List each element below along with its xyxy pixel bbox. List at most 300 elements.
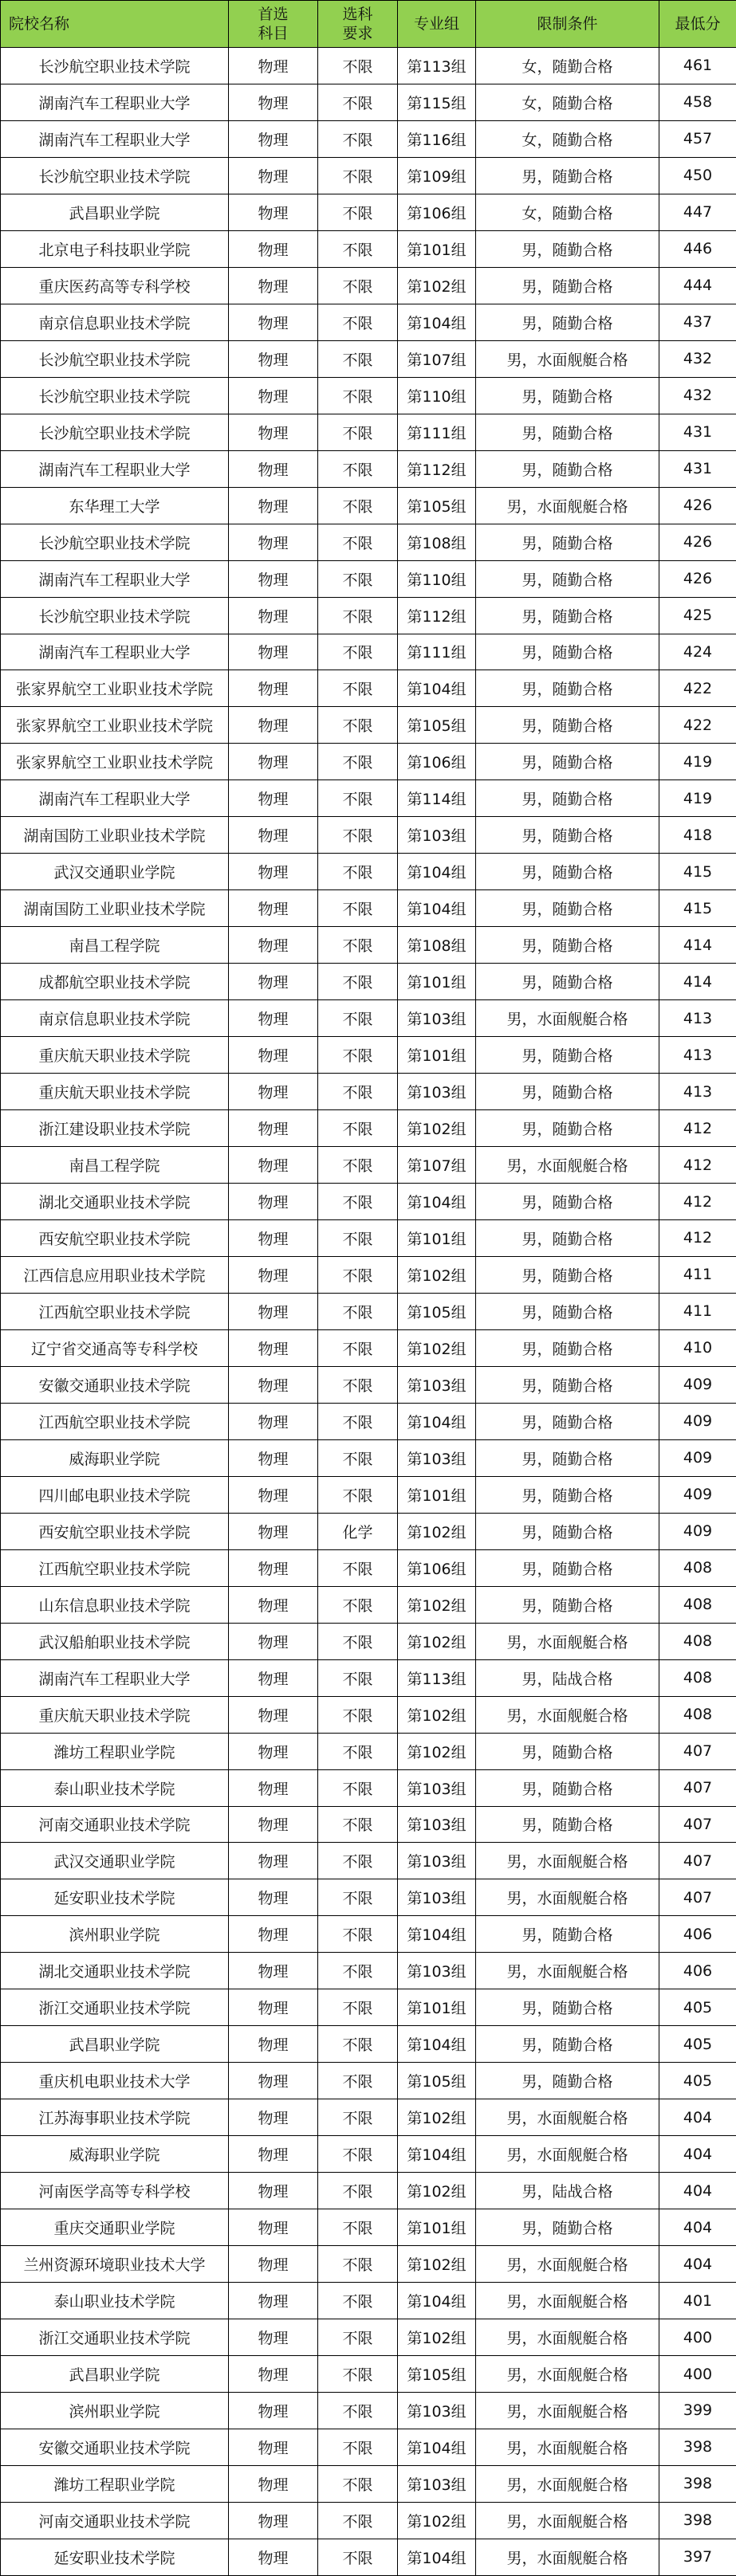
elective-cell: 不限 [318, 1989, 398, 2026]
restriction-cell: 男，随勤合格 [476, 854, 659, 890]
min-score-cell: 426 [659, 560, 736, 597]
elective-cell: 不限 [318, 1916, 398, 1953]
first-subject-cell: 物理 [229, 304, 318, 340]
table-row [1, 1953, 736, 1989]
group-cell: 第103组 [398, 1074, 476, 1110]
group-cell: 第103组 [398, 2465, 476, 2502]
min-score-cell: 404 [659, 2136, 736, 2173]
min-score-cell: 407 [659, 1733, 736, 1769]
group-cell: 第115组 [398, 84, 476, 120]
school-cell: 湖南汽车工程职业大学 [1, 450, 229, 487]
min-score-cell: 409 [659, 1476, 736, 1513]
elective-cell: 不限 [318, 1366, 398, 1403]
group-cell: 第102组 [398, 1623, 476, 1659]
school-cell: 四川邮电职业技术学院 [1, 1476, 229, 1513]
table-row [1, 1037, 736, 1074]
elective-cell: 不限 [318, 1074, 398, 1110]
first-subject-cell: 物理 [229, 1110, 318, 1147]
header-min-score: 最低分 [659, 1, 736, 48]
restriction-cell: 男，随勤合格 [476, 2063, 659, 2099]
first-subject-cell: 物理 [229, 2173, 318, 2209]
school-cell: 武汉交通职业学院 [1, 1843, 229, 1879]
elective-cell: 不限 [318, 524, 398, 560]
first-subject-cell: 物理 [229, 927, 318, 964]
restriction-cell: 男，随勤合格 [476, 1256, 659, 1293]
table-row [1, 560, 736, 597]
group-cell: 第102组 [398, 1513, 476, 1549]
table-row [1, 964, 736, 1000]
elective-cell: 不限 [318, 230, 398, 267]
min-score-cell: 415 [659, 890, 736, 927]
min-score-cell: 408 [659, 1549, 736, 1586]
school-cell: 潍坊工程职业学院 [1, 2465, 229, 2502]
first-subject-cell: 物理 [229, 1256, 318, 1293]
min-score-cell: 415 [659, 854, 736, 890]
min-score-cell: 426 [659, 524, 736, 560]
group-cell: 第104组 [398, 670, 476, 707]
min-score-cell: 405 [659, 2063, 736, 2099]
restriction-cell: 男，随勤合格 [476, 1549, 659, 1586]
min-score-cell: 407 [659, 1843, 736, 1879]
restriction-cell: 男，水面舰艇合格 [476, 1696, 659, 1733]
group-cell: 第104组 [398, 1403, 476, 1439]
first-subject-cell: 物理 [229, 2502, 318, 2539]
table-row [1, 1733, 736, 1769]
elective-cell: 不限 [318, 1037, 398, 1074]
restriction-cell: 男，水面舰艇合格 [476, 1000, 659, 1037]
group-cell: 第112组 [398, 450, 476, 487]
first-subject-cell: 物理 [229, 2246, 318, 2283]
first-subject-cell: 物理 [229, 1074, 318, 1110]
elective-cell: 不限 [318, 2283, 398, 2319]
restriction-cell: 女，随勤合格 [476, 194, 659, 230]
min-score-cell: 412 [659, 1147, 736, 1184]
school-cell: 滨州职业学院 [1, 1916, 229, 1953]
elective-cell: 不限 [318, 1329, 398, 1366]
elective-cell: 不限 [318, 1549, 398, 1586]
table-row [1, 340, 736, 377]
school-cell: 河南交通职业技术学院 [1, 1806, 229, 1843]
school-cell: 南京信息职业技术学院 [1, 304, 229, 340]
elective-cell: 不限 [318, 2356, 398, 2393]
elective-cell: 不限 [318, 560, 398, 597]
restriction-cell: 男，随勤合格 [476, 817, 659, 854]
table-row [1, 2465, 736, 2502]
restriction-cell: 男，随勤合格 [476, 1989, 659, 2026]
school-cell: 潍坊工程职业学院 [1, 1733, 229, 1769]
school-cell: 重庆航天职业技术学院 [1, 1074, 229, 1110]
min-score-cell: 412 [659, 1220, 736, 1257]
group-cell: 第103组 [398, 1439, 476, 1476]
table-row [1, 1476, 736, 1513]
first-subject-cell: 物理 [229, 340, 318, 377]
first-subject-cell: 物理 [229, 1806, 318, 1843]
table-header [1, 1, 736, 48]
min-score-cell: 450 [659, 157, 736, 194]
elective-cell: 不限 [318, 1403, 398, 1439]
min-score-cell: 405 [659, 1989, 736, 2026]
elective-cell: 不限 [318, 1586, 398, 1623]
first-subject-cell: 物理 [229, 2465, 318, 2502]
restriction-cell: 男，随勤合格 [476, 1329, 659, 1366]
elective-cell: 不限 [318, 1696, 398, 1733]
header-restriction: 限制条件 [476, 1, 659, 48]
group-cell: 第112组 [398, 597, 476, 634]
group-cell: 第107组 [398, 340, 476, 377]
restriction-cell: 男，水面舰艇合格 [476, 2502, 659, 2539]
elective-cell: 不限 [318, 120, 398, 157]
min-score-cell: 398 [659, 2465, 736, 2502]
min-score-cell: 411 [659, 1293, 736, 1329]
min-score-cell: 411 [659, 1256, 736, 1293]
table-row [1, 1769, 736, 1806]
school-cell: 威海职业学院 [1, 2136, 229, 2173]
table-row [1, 2393, 736, 2429]
group-cell: 第102组 [398, 2173, 476, 2209]
restriction-cell: 女，随勤合格 [476, 120, 659, 157]
school-cell: 武汉交通职业学院 [1, 854, 229, 890]
table-row [1, 927, 736, 964]
restriction-cell: 男，水面舰艇合格 [476, 1147, 659, 1184]
school-cell: 威海职业学院 [1, 1439, 229, 1476]
table-row [1, 670, 736, 707]
first-subject-cell: 物理 [229, 890, 318, 927]
elective-cell: 不限 [318, 84, 398, 120]
school-cell: 成都航空职业技术学院 [1, 964, 229, 1000]
first-subject-cell: 物理 [229, 1623, 318, 1659]
table-row [1, 1366, 736, 1403]
elective-cell: 化学 [318, 1513, 398, 1549]
group-cell: 第102组 [398, 2502, 476, 2539]
restriction-cell: 男，随勤合格 [476, 744, 659, 780]
first-subject-cell: 物理 [229, 1403, 318, 1439]
min-score-cell: 397 [659, 2539, 736, 2575]
group-cell: 第101组 [398, 230, 476, 267]
group-cell: 第111组 [398, 634, 476, 670]
first-subject-cell: 物理 [229, 1366, 318, 1403]
table-row [1, 597, 736, 634]
group-cell: 第104组 [398, 854, 476, 890]
table-body [1, 48, 736, 2576]
elective-cell: 不限 [318, 817, 398, 854]
first-subject-cell: 物理 [229, 1879, 318, 1916]
restriction-cell: 男，水面舰艇合格 [476, 340, 659, 377]
table-row [1, 1439, 736, 1476]
first-subject-cell: 物理 [229, 597, 318, 634]
school-cell: 武昌职业学院 [1, 2356, 229, 2393]
table-row [1, 2136, 736, 2173]
restriction-cell: 男，随勤合格 [476, 1037, 659, 1074]
group-cell: 第103组 [398, 1806, 476, 1843]
first-subject-cell: 物理 [229, 487, 318, 524]
group-cell: 第102组 [398, 1733, 476, 1769]
restriction-cell: 男，随勤合格 [476, 1220, 659, 1257]
school-cell: 西安航空职业技术学院 [1, 1513, 229, 1549]
elective-cell: 不限 [318, 2393, 398, 2429]
first-subject-cell: 物理 [229, 1549, 318, 1586]
group-cell: 第102组 [398, 267, 476, 304]
restriction-cell: 男，水面舰艇合格 [476, 2319, 659, 2356]
first-subject-cell: 物理 [229, 2026, 318, 2063]
table-row [1, 1220, 736, 1257]
elective-cell: 不限 [318, 157, 398, 194]
elective-cell: 不限 [318, 1879, 398, 1916]
school-cell: 湖南汽车工程职业大学 [1, 634, 229, 670]
elective-cell: 不限 [318, 707, 398, 744]
school-cell: 泰山职业技术学院 [1, 1769, 229, 1806]
restriction-cell: 男，随勤合格 [476, 670, 659, 707]
first-subject-cell: 物理 [229, 1329, 318, 1366]
min-score-cell: 431 [659, 414, 736, 450]
group-cell: 第104组 [398, 1916, 476, 1953]
restriction-cell: 男，随勤合格 [476, 1513, 659, 1549]
table-row [1, 780, 736, 817]
first-subject-cell: 物理 [229, 2356, 318, 2393]
table-row [1, 524, 736, 560]
restriction-cell: 男，水面舰艇合格 [476, 2283, 659, 2319]
first-subject-cell: 物理 [229, 1513, 318, 1549]
group-cell: 第102组 [398, 1329, 476, 1366]
first-subject-cell: 物理 [229, 1659, 318, 1696]
header-school: 院校名称 [1, 1, 229, 48]
table-row [1, 2356, 736, 2393]
first-subject-cell: 物理 [229, 1147, 318, 1184]
elective-cell: 不限 [318, 1110, 398, 1147]
school-cell: 湖南国防工业职业技术学院 [1, 817, 229, 854]
first-subject-cell: 物理 [229, 48, 318, 84]
school-cell: 湖南汽车工程职业大学 [1, 780, 229, 817]
table-row [1, 1843, 736, 1879]
elective-cell: 不限 [318, 634, 398, 670]
table-row [1, 2319, 736, 2356]
table-row [1, 304, 736, 340]
min-score-cell: 426 [659, 487, 736, 524]
min-score-cell: 447 [659, 194, 736, 230]
min-score-cell: 404 [659, 2173, 736, 2209]
school-cell: 张家界航空工业职业技术学院 [1, 744, 229, 780]
table-row [1, 1184, 736, 1220]
group-cell: 第110组 [398, 560, 476, 597]
restriction-cell: 女，随勤合格 [476, 84, 659, 120]
table-row [1, 1074, 736, 1110]
group-cell: 第103组 [398, 1953, 476, 1989]
min-score-cell: 425 [659, 597, 736, 634]
restriction-cell: 男，随勤合格 [476, 1806, 659, 1843]
group-cell: 第103组 [398, 1843, 476, 1879]
table-row [1, 414, 736, 450]
restriction-cell: 男，随勤合格 [476, 2209, 659, 2246]
min-score-cell: 437 [659, 304, 736, 340]
table-row [1, 1147, 736, 1184]
table-row [1, 1879, 736, 1916]
school-cell: 安徽交通职业技术学院 [1, 1366, 229, 1403]
table-row [1, 2026, 736, 2063]
school-cell: 湖南汽车工程职业大学 [1, 560, 229, 597]
table-row [1, 1623, 736, 1659]
school-cell: 张家界航空工业职业技术学院 [1, 670, 229, 707]
min-score-cell: 414 [659, 927, 736, 964]
restriction-cell: 男，随勤合格 [476, 267, 659, 304]
table-row [1, 1110, 736, 1147]
school-cell: 浙江交通职业技术学院 [1, 1989, 229, 2026]
restriction-cell: 男，随勤合格 [476, 634, 659, 670]
elective-cell: 不限 [318, 927, 398, 964]
group-cell: 第111组 [398, 414, 476, 450]
group-cell: 第104组 [398, 1184, 476, 1220]
first-subject-cell: 物理 [229, 707, 318, 744]
first-subject-cell: 物理 [229, 2283, 318, 2319]
first-subject-cell: 物理 [229, 2429, 318, 2465]
group-cell: 第104组 [398, 304, 476, 340]
school-cell: 河南医学高等专科学校 [1, 2173, 229, 2209]
group-cell: 第102组 [398, 2246, 476, 2283]
restriction-cell: 男，水面舰艇合格 [476, 2429, 659, 2465]
elective-cell: 不限 [318, 304, 398, 340]
elective-cell: 不限 [318, 1769, 398, 1806]
min-score-cell: 432 [659, 377, 736, 414]
first-subject-cell: 物理 [229, 1293, 318, 1329]
group-cell: 第104组 [398, 2539, 476, 2575]
min-score-cell: 399 [659, 2393, 736, 2429]
header-elective: 选科 要求 [318, 1, 398, 48]
restriction-cell: 男，随勤合格 [476, 157, 659, 194]
group-cell: 第108组 [398, 927, 476, 964]
first-subject-cell: 物理 [229, 780, 318, 817]
group-cell: 第102组 [398, 2099, 476, 2136]
elective-cell: 不限 [318, 2173, 398, 2209]
min-score-cell: 409 [659, 1439, 736, 1476]
school-cell: 长沙航空职业技术学院 [1, 414, 229, 450]
group-cell: 第103组 [398, 1000, 476, 1037]
table-row [1, 84, 736, 120]
restriction-cell: 女，随勤合格 [476, 48, 659, 84]
min-score-cell: 408 [659, 1586, 736, 1623]
table-row [1, 1256, 736, 1293]
min-score-cell: 413 [659, 1000, 736, 1037]
school-cell: 重庆交通职业学院 [1, 2209, 229, 2246]
first-subject-cell: 物理 [229, 1220, 318, 1257]
min-score-cell: 406 [659, 1953, 736, 1989]
school-cell: 江西航空职业技术学院 [1, 1293, 229, 1329]
header-first-subject: 首选 科目 [229, 1, 318, 48]
elective-cell: 不限 [318, 487, 398, 524]
elective-cell: 不限 [318, 597, 398, 634]
min-score-cell: 419 [659, 744, 736, 780]
min-score-cell: 461 [659, 48, 736, 84]
school-cell: 东华理工大学 [1, 487, 229, 524]
min-score-cell: 406 [659, 1916, 736, 1953]
table-row [1, 2539, 736, 2575]
table-row [1, 1989, 736, 2026]
restriction-cell: 男，随勤合格 [476, 707, 659, 744]
elective-cell: 不限 [318, 1843, 398, 1879]
first-subject-cell: 物理 [229, 524, 318, 560]
restriction-cell: 男，水面舰艇合格 [476, 2356, 659, 2393]
group-cell: 第101组 [398, 1989, 476, 2026]
school-cell: 西安航空职业技术学院 [1, 1220, 229, 1257]
first-subject-cell: 物理 [229, 2209, 318, 2246]
school-cell: 武汉船舶职业技术学院 [1, 1623, 229, 1659]
school-cell: 湖北交通职业技术学院 [1, 1953, 229, 1989]
first-subject-cell: 物理 [229, 157, 318, 194]
elective-cell: 不限 [318, 267, 398, 304]
min-score-cell: 398 [659, 2502, 736, 2539]
elective-cell: 不限 [318, 1256, 398, 1293]
elective-cell: 不限 [318, 2539, 398, 2575]
restriction-cell: 男，随勤合格 [476, 2026, 659, 2063]
school-cell: 重庆医药高等专科学校 [1, 267, 229, 304]
school-cell: 南昌工程学院 [1, 927, 229, 964]
group-cell: 第114组 [398, 780, 476, 817]
first-subject-cell: 物理 [229, 1000, 318, 1037]
restriction-cell: 男，水面舰艇合格 [476, 2465, 659, 2502]
first-subject-cell: 物理 [229, 1696, 318, 1733]
first-subject-cell: 物理 [229, 2539, 318, 2575]
min-score-cell: 398 [659, 2429, 736, 2465]
school-cell: 湖南国防工业职业技术学院 [1, 890, 229, 927]
elective-cell: 不限 [318, 1953, 398, 1989]
restriction-cell: 男，随勤合格 [476, 1184, 659, 1220]
group-cell: 第103组 [398, 1769, 476, 1806]
restriction-cell: 男，随勤合格 [476, 304, 659, 340]
restriction-cell: 男，随勤合格 [476, 1586, 659, 1623]
group-cell: 第103组 [398, 1879, 476, 1916]
min-score-cell: 409 [659, 1366, 736, 1403]
elective-cell: 不限 [318, 1220, 398, 1257]
first-subject-cell: 物理 [229, 1916, 318, 1953]
restriction-cell: 男，随勤合格 [476, 524, 659, 560]
school-cell: 武昌职业学院 [1, 2026, 229, 2063]
school-cell: 长沙航空职业技术学院 [1, 597, 229, 634]
table-row [1, 2173, 736, 2209]
restriction-cell: 男，随勤合格 [476, 450, 659, 487]
table-row [1, 1916, 736, 1953]
school-cell: 河南交通职业技术学院 [1, 2502, 229, 2539]
restriction-cell: 男，随勤合格 [476, 890, 659, 927]
elective-cell: 不限 [318, 1476, 398, 1513]
first-subject-cell: 物理 [229, 450, 318, 487]
min-score-cell: 412 [659, 1110, 736, 1147]
elective-cell: 不限 [318, 1184, 398, 1220]
restriction-cell: 男，随勤合格 [476, 1476, 659, 1513]
elective-cell: 不限 [318, 1806, 398, 1843]
restriction-cell: 男，随勤合格 [476, 1733, 659, 1769]
first-subject-cell: 物理 [229, 1037, 318, 1074]
school-cell: 武昌职业学院 [1, 194, 229, 230]
elective-cell: 不限 [318, 2063, 398, 2099]
group-cell: 第106组 [398, 744, 476, 780]
school-cell: 泰山职业技术学院 [1, 2283, 229, 2319]
school-cell: 延安职业技术学院 [1, 2539, 229, 2575]
elective-cell: 不限 [318, 1147, 398, 1184]
restriction-cell: 男，水面舰艇合格 [476, 2539, 659, 2575]
first-subject-cell: 物理 [229, 670, 318, 707]
table-row [1, 707, 736, 744]
table-row [1, 157, 736, 194]
school-cell: 湖南汽车工程职业大学 [1, 120, 229, 157]
restriction-cell: 男，随勤合格 [476, 1403, 659, 1439]
first-subject-cell: 物理 [229, 2099, 318, 2136]
school-cell: 兰州资源环境职业技术大学 [1, 2246, 229, 2283]
min-score-cell: 414 [659, 964, 736, 1000]
min-score-cell: 422 [659, 707, 736, 744]
group-cell: 第113组 [398, 1659, 476, 1696]
school-cell: 安徽交通职业技术学院 [1, 2429, 229, 2465]
restriction-cell: 男，随勤合格 [476, 1916, 659, 1953]
school-cell: 南昌工程学院 [1, 1147, 229, 1184]
group-cell: 第105组 [398, 2063, 476, 2099]
school-cell: 浙江建设职业技术学院 [1, 1110, 229, 1147]
